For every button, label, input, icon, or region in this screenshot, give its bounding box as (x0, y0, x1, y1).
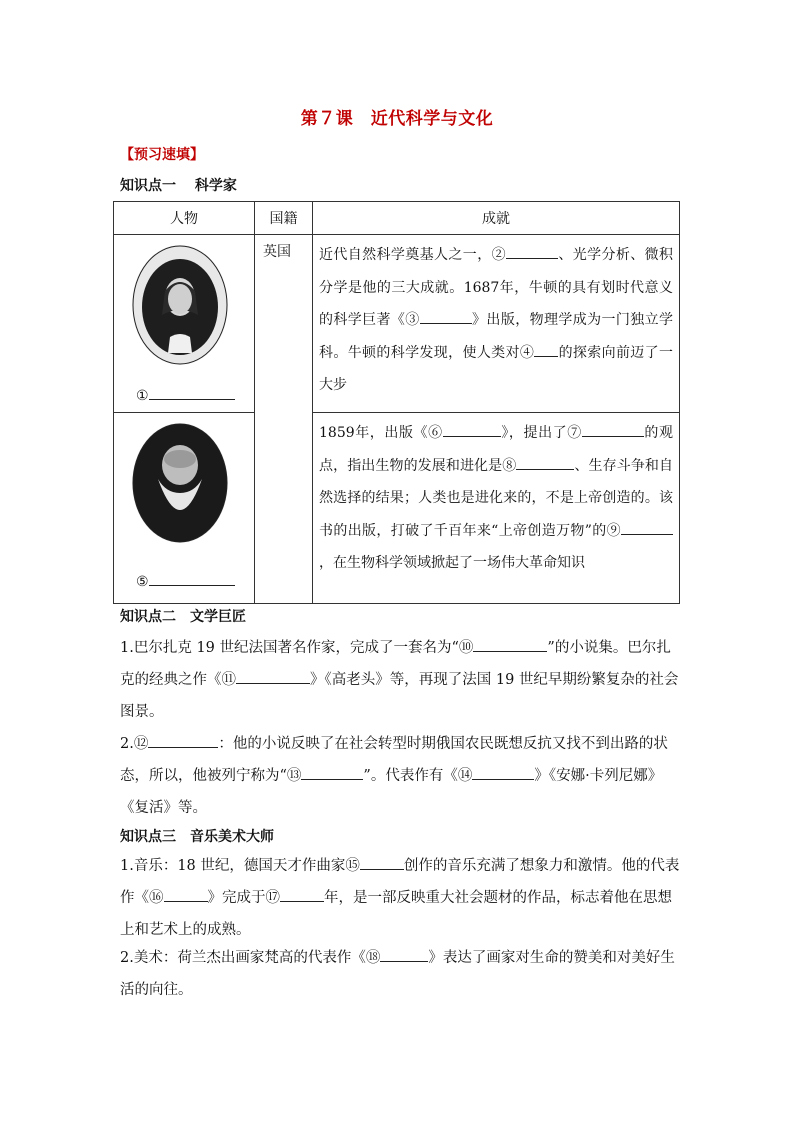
header-person: 人物 (114, 202, 255, 235)
blank-15[interactable] (360, 854, 404, 870)
table-row (114, 235, 680, 413)
ach-text: 》，提出了⑦ (500, 425, 582, 441)
blank-8[interactable] (516, 455, 574, 470)
ach-text: 的探索向前迈了一大步 (319, 344, 674, 393)
blank-4[interactable] (534, 342, 558, 357)
table-header-row (114, 202, 680, 235)
newton-portrait (132, 245, 228, 365)
section3-heading: 知识点三 音乐美术大师 (120, 829, 274, 845)
ach-text: 》出版，物理学成为一门独立学科。牛顿的科学发现，使人类对④ (319, 312, 674, 361)
para-text: 年，是一部反映重大社会题材的作品，标志着他在思想上和艺术上的成熟。 (120, 890, 672, 938)
para-text: 2.⑫ (120, 736, 149, 752)
para-text: 》表达了画家对生命的赞美和对美好生活的向往。 (120, 950, 675, 998)
blank-16[interactable] (164, 886, 208, 902)
blank-14[interactable] (472, 764, 534, 780)
answer-blank-1[interactable] (136, 385, 235, 404)
para-text: 》《安娜·卡列尼娜》《复活》等。 (120, 768, 663, 816)
blank-7[interactable] (582, 422, 644, 437)
para-text: ”。代表作有《⑭ (363, 768, 473, 784)
country-cell: 英国 (255, 235, 313, 604)
para-text: 1.巴尔扎克 19 世纪法国著名作家，完成了一套名为“⑩ (120, 640, 474, 656)
ach-text: ，在生物科学领域掀起了一场伟大革命知识 (319, 555, 585, 571)
section1-heading: 知识点一 科学家 (120, 178, 237, 194)
section3-para2 (120, 942, 680, 1006)
ach-text: 的观点，指出生物的发展和进化是⑧ (319, 425, 674, 474)
darwin-portrait (132, 423, 228, 543)
darwin-achievement (313, 413, 680, 604)
blank-6[interactable] (443, 422, 501, 437)
blank-11[interactable] (236, 668, 310, 684)
header-country: 国籍 (255, 202, 313, 235)
blank-12[interactable] (148, 732, 218, 748)
lesson-title: 第７课 近代科学与文化 (300, 109, 494, 129)
para-text: ”的小说集。巴尔扎克的经典之作《⑪ (120, 640, 671, 688)
num-1: ① (136, 388, 149, 404)
blank-2[interactable] (506, 244, 558, 259)
section2-para1 (120, 632, 680, 728)
section2-para2 (120, 728, 680, 824)
newton-cell (114, 235, 255, 413)
header-achievement: 成就 (313, 202, 680, 235)
para-text: 创作的音乐充满了想象力和激情。他的代表作《⑯ (120, 858, 680, 906)
preview-label: 【预习速填】 (120, 147, 204, 163)
blank-3[interactable] (420, 309, 472, 324)
blank-9[interactable] (621, 520, 673, 535)
para-text: 》完成于⑰ (207, 890, 280, 906)
para-text: 2.美术：荷兰杰出画家梵高的代表作《⑱ (120, 950, 381, 966)
ach-text: 、光学分析、微积分学是他的三大成就。1687年，牛顿的具有划时代意义的科学巨著《③ (319, 247, 674, 328)
scientist-table (113, 201, 680, 604)
answer-blank-5[interactable] (136, 571, 235, 590)
darwin-cell (114, 413, 255, 604)
section3-para1 (120, 850, 680, 946)
section2-heading: 知识点二 文学巨匠 (120, 609, 246, 625)
para-text: 》《高老头》等，再现了法国 19 世纪早期纷繁复杂的社会图景。 (120, 672, 679, 720)
ach-text: 近代自然科学奠基人之一，② (319, 247, 506, 263)
ach-text: 1859年，出版《⑥ (319, 425, 443, 441)
blank-18[interactable] (380, 946, 428, 962)
ach-text: 、生存斗争和自然选择的结果；人类也是进化来的，不是上帝创造的。该书的出版，打破了千百年来“上帝创造万物”的⑨ (319, 457, 674, 539)
blank-10[interactable] (473, 636, 547, 652)
newton-achievement (313, 235, 680, 413)
para-text: ：他的小说反映了在社会转型时期俄国农民既想反抗又找不到出路的状态，所以，他被列宁称为“⑬ (120, 736, 668, 784)
table-row (114, 413, 680, 604)
blank-13[interactable] (301, 764, 363, 780)
para-text: 1.音乐：18 世纪，德国天才作曲家⑮ (120, 858, 360, 874)
blank-17[interactable] (280, 886, 324, 902)
num-5: ⑤ (136, 574, 149, 590)
